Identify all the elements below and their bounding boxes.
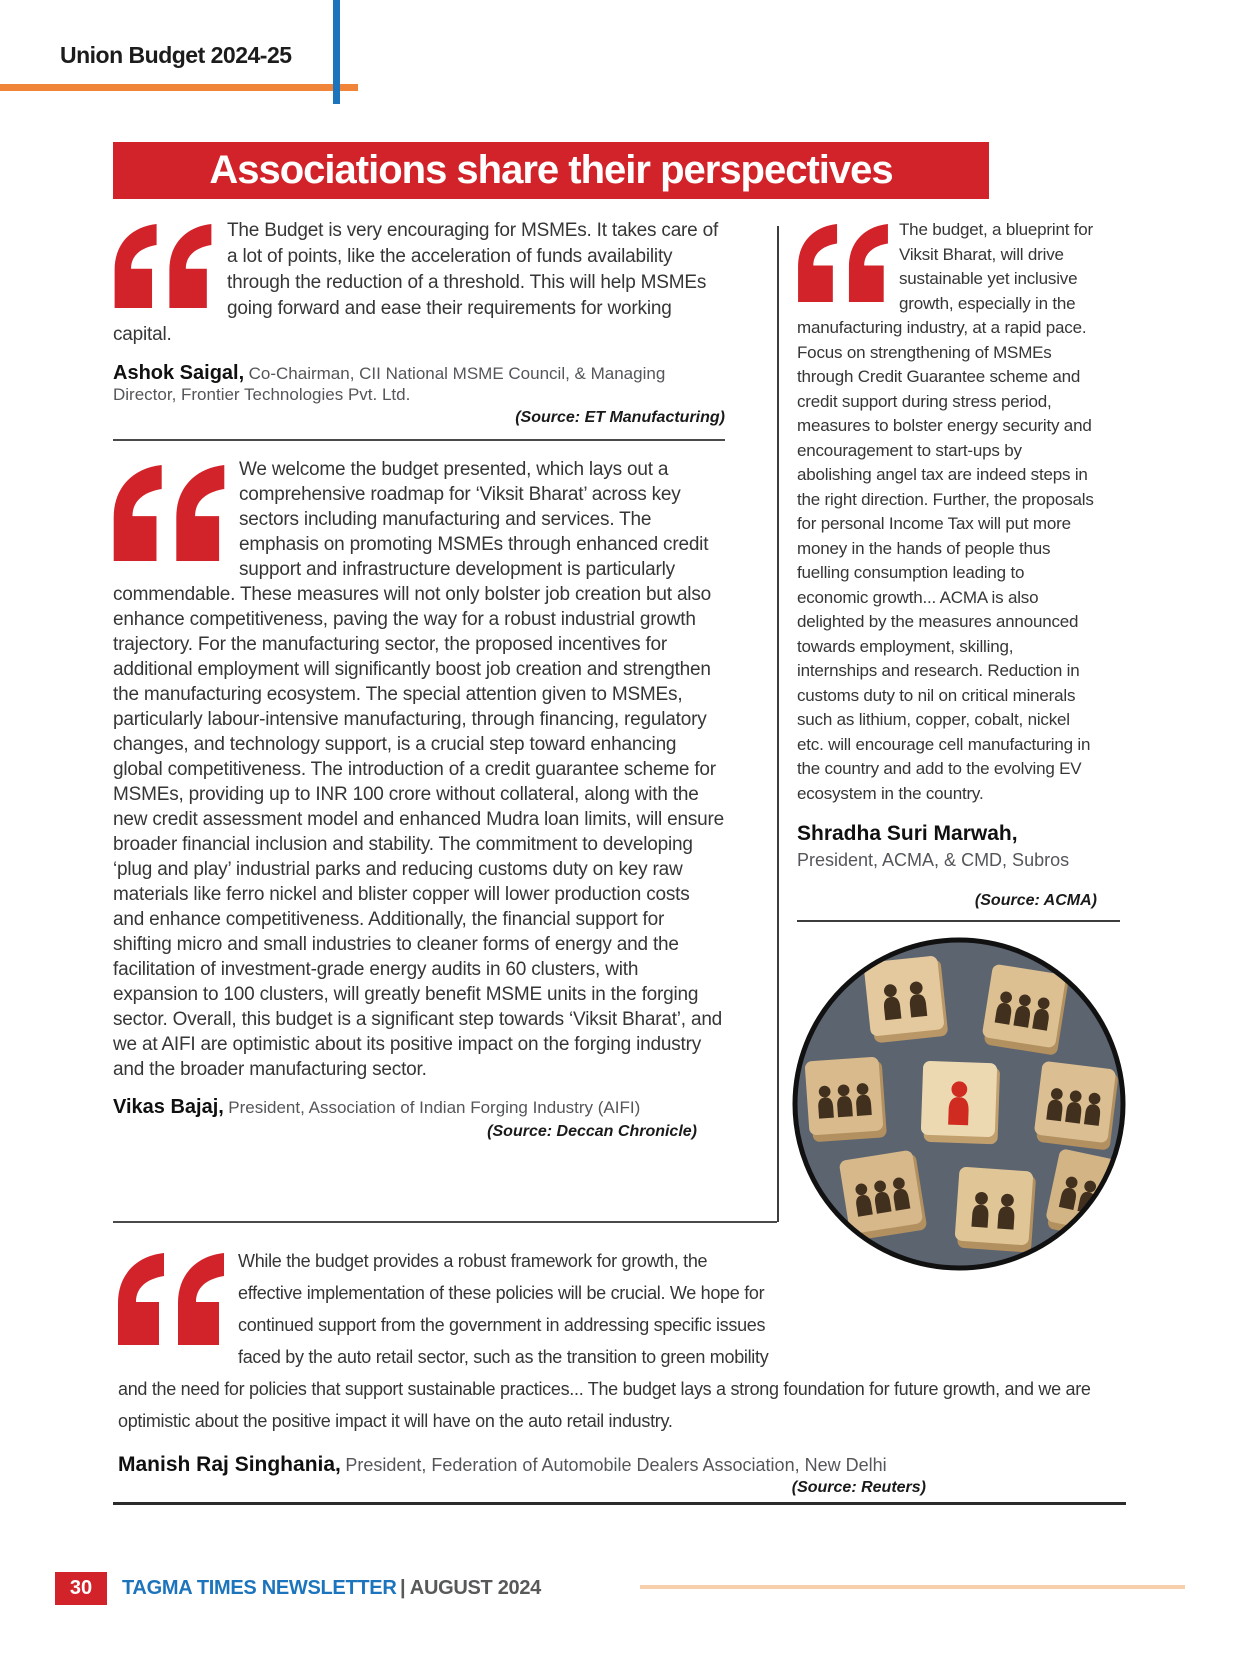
image-wrap-spacer	[771, 1245, 1126, 1345]
quote-text: The Budget is very encouraging for MSMEs. It takes care of a lot of points, like the acceleration of funds availability through the reduction of a threshold. This will help MSMEs going forward and ease their requirements for working capital.	[113, 220, 719, 345]
quote-author: Shradha Suri Marwah,	[797, 822, 1018, 845]
section-divider	[113, 1221, 777, 1223]
quote-source: (Source: Reuters)	[791, 1479, 926, 1496]
quote-text: We welcome the budget presented, which lays out a comprehensive roadmap for ‘Viksit Bharat’ across key sectors including manufacturing and services. The emphasis on promoting MSMEs through enhanced credit support and infrastructure development is particularly commendable. These measures will not only bolster job creation but also enhance competitiveness, paving the way for a robust industrial growth trajectory. For the manufacturing sector, the proposed incentives for additional employment will significantly boost job creation and strengthen the manufacturing ecosystem. The special attention given to MSMEs, particularly labour-intensive manufacturing, through financing, regulatory changes, and technology support, is a crucial step toward enhancing global competitiveness. The introduction of a credit guarantee scheme for MSMEs, providing up to INR 100 crore without collateral, along with the new credit assessment model and enhanced Mudra loan limits, will ensure broader financial inclusion and stability. The commitment to developing ‘plug and play’ industrial parks and reducing customs duty on key raw materials like ferro nickel and blister copper will lower production costs and enhance competitiveness. Additionally, the financial support for shifting micro and small industries to cleaner forms of energy and the facilitation of investment-grade energy audits in 60 clusters, with expansion to 100 clusters, will greatly benefit MSME units in the forging sector. Overall, this budget is a significant step towards ‘Viksit Bharat’, and we at AIFI are optimistic about its positive impact on the forging industry and the broader manufacturing sector.	[113, 459, 725, 1080]
quote-author-role: President, Federation of Automobile Dealers Association, New Delhi	[345, 1455, 887, 1475]
section-kicker: Union Budget 2024-25	[60, 42, 292, 68]
section-divider	[797, 920, 1120, 922]
left-column	[113, 218, 725, 1141]
quote-author-role: President, Association of Indian Forging Industry (AIFI)	[228, 1098, 641, 1117]
quote-attribution	[797, 820, 1097, 872]
quote-icon	[118, 1253, 224, 1345]
quote-author: Vikas Bajaj,	[113, 1096, 224, 1118]
kicker-underline	[0, 84, 358, 91]
quote-icon	[113, 224, 213, 308]
issue-date: | AUGUST 2024	[400, 1577, 542, 1599]
quote-text: The budget, a blueprint for Viksit Bharat, will drive sustainable yet inclusive growth, especially in the manufacturing industry, at a rapid pace. Focus on strengthening of MSMEs through Credit Guarantee scheme and credit support during stress period, measures to bolster energy security and encouragement to start-ups by abolishing angel tax are indeed steps in the right direction. Further, the proposals for personal Income Tax will put more money in the hands of people thus fuelling consumption leading to economic growth... ACMA is also delighted by the measures announced towards employment, skilling, internships and research. Reduction in customs duty to nil on critical minerals such as lithium, copper, cobalt, nickel etc. will encourage cell manufacturing in the country and add to the evolving EV ecosystem in the country.	[797, 220, 1094, 803]
quote-attribution	[113, 1096, 725, 1119]
quote-source: (Source: ACMA)	[974, 892, 1097, 909]
bottom-divider	[113, 1502, 1126, 1505]
footer-accent-line	[640, 1585, 1185, 1589]
quote-icon	[797, 224, 889, 302]
quote-author: Ashok Saigal,	[113, 362, 245, 384]
quote-author-role: President, ACMA, & CMD, Subros	[797, 850, 1070, 870]
right-column	[797, 218, 1097, 1274]
page-title-banner	[113, 142, 989, 199]
quote-author: Manish Raj Singhania,	[118, 1453, 341, 1476]
quote-text: While the budget provides a robust framework for growth, the effective implementation of these policies will be crucial. We hope for continued support from the government in addressing specific issues faced by the auto retail sector, such as the transition to green mobility and the need for policies that support sustainable practices... The budget lays a strong foundation for future growth, and we are optimistic about the positive impact it will have on the auto retail industry.	[118, 1251, 1091, 1431]
quote-source: (Source: ET Manufacturing)	[515, 409, 725, 426]
quote-attribution	[118, 1453, 1126, 1477]
quote-block-singhania	[118, 1245, 1126, 1497]
quote-icon	[113, 465, 225, 561]
column-divider	[777, 226, 779, 1222]
section-divider	[113, 439, 725, 441]
people-blocks-image	[789, 934, 1129, 1274]
quote-block-bajaj	[113, 457, 725, 1141]
page-title: Associations share their perspectives	[209, 148, 893, 192]
quote-attribution	[113, 362, 725, 405]
quote-block-marwah	[797, 218, 1097, 922]
quote-block-saigal	[113, 218, 725, 427]
quote-author-role: Co-Chairman, CII National MSME Council, & Managing Director, Frontier Technologies Pvt. Ltd.	[113, 364, 666, 404]
page-footer	[0, 1568, 1240, 1612]
page-number-badge: 30	[55, 1572, 107, 1605]
kicker-vertical-rule	[333, 0, 340, 104]
newsletter-name: TAGMA TIMES NEWSLETTER	[122, 1577, 397, 1599]
quote-source: (Source: Deccan Chronicle)	[487, 1123, 697, 1140]
